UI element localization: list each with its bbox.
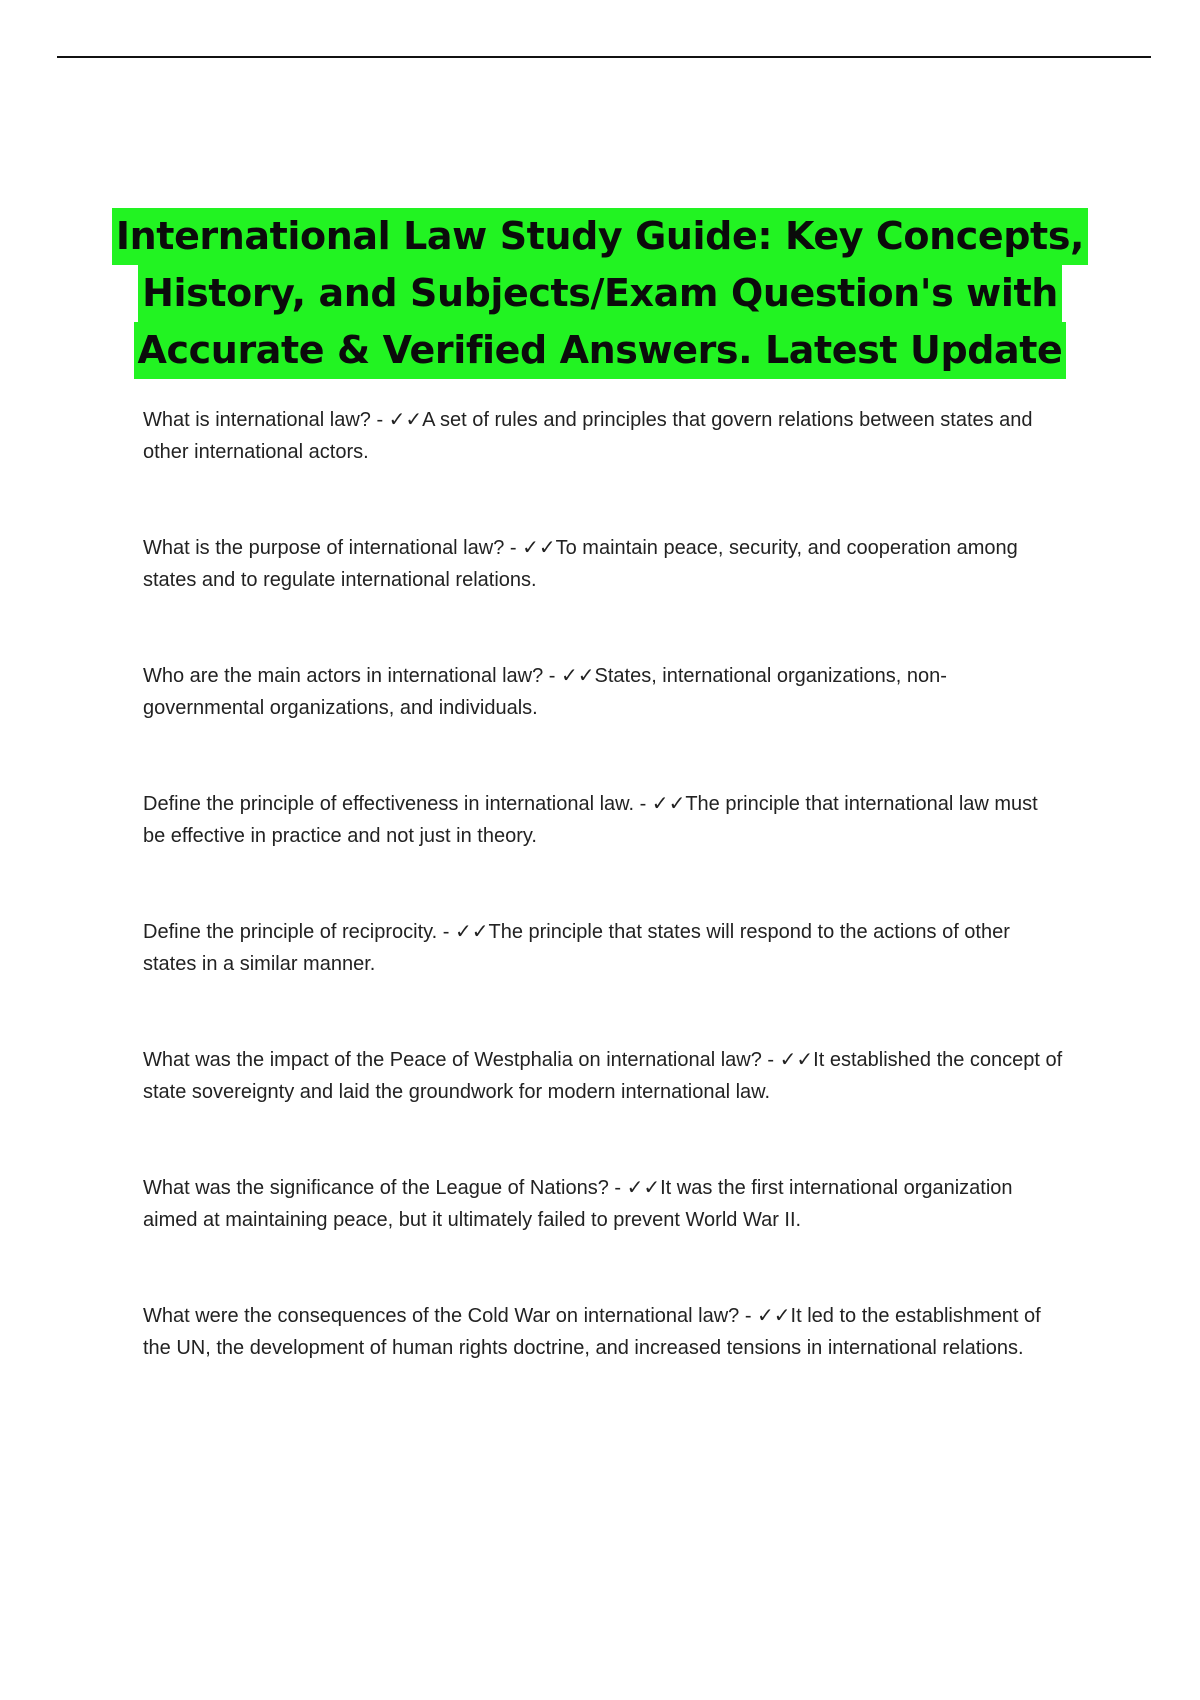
qa-text: Define the principle of effectiveness in international law. - ✓✓The principle that international law must be effective in practice and not just in theory. (143, 793, 1038, 847)
qa-text: Define the principle of reciprocity. - ✓✓The principle that states will respond to the actions of other states in a similar manner. (143, 921, 1010, 975)
title-line: Accurate & Verified Answers. Latest Update (134, 322, 1067, 379)
qa-item (143, 404, 1063, 532)
qa-item (143, 1172, 1063, 1300)
qa-item (143, 1044, 1063, 1172)
qa-list (143, 404, 1063, 1396)
qa-item (143, 916, 1063, 1044)
qa-text: What is international law? - ✓✓A set of rules and principles that govern relations between states and other international actors. (143, 409, 1033, 463)
qa-text: What were the consequences of the Cold War on international law? - ✓✓It led to the establishment of the UN, the development of human rights doctrine, and increased tensions in international relations. (143, 1305, 1041, 1359)
qa-item (143, 788, 1063, 916)
document-title (0, 208, 1200, 379)
qa-item (143, 660, 1063, 788)
qa-item (143, 1300, 1063, 1396)
qa-text: Who are the main actors in international law? - ✓✓States, international organizations, non-governmental organizations, and individuals. (143, 665, 947, 719)
qa-item (143, 532, 1063, 660)
header-rule (57, 56, 1151, 58)
title-line: International Law Study Guide: Key Concepts, (112, 208, 1088, 265)
qa-text: What was the impact of the Peace of Westphalia on international law? - ✓✓It established the concept of state sovereignty and laid the groundwork for modern international law. (143, 1049, 1063, 1103)
title-line: History, and Subjects/Exam Question's with (138, 265, 1062, 322)
qa-text: What is the purpose of international law? - ✓✓To maintain peace, security, and cooperation among states and to regulate international relations. (143, 537, 1018, 591)
qa-text: What was the significance of the League of Nations? - ✓✓It was the first international organization aimed at maintaining peace, but it ultimately failed to prevent World War II. (143, 1177, 1013, 1231)
